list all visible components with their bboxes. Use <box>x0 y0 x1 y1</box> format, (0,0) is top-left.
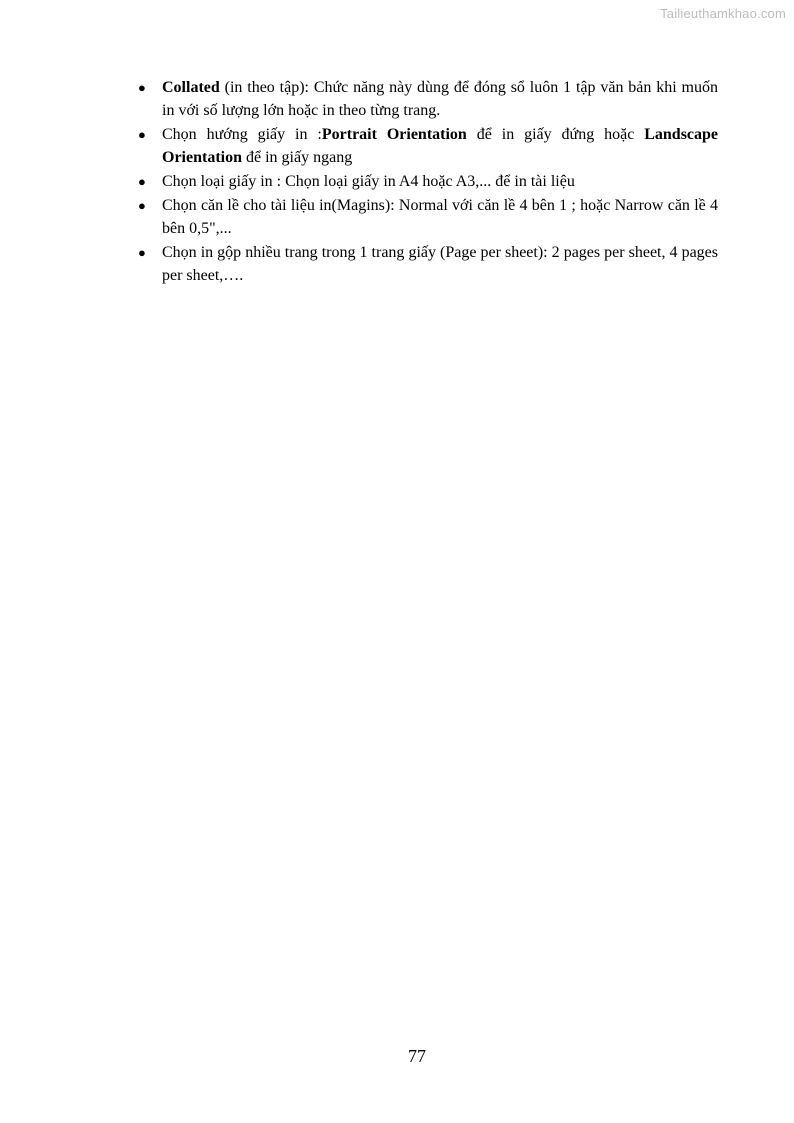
document-body <box>136 76 718 288</box>
bullet-icon: ● <box>138 127 146 142</box>
list-item <box>136 123 718 169</box>
collated-term: Collated <box>162 79 220 96</box>
watermark-text: Tailieuthamkhao.com <box>660 6 786 21</box>
landscape-orientation-term: Landscape Orientation <box>162 126 719 166</box>
list-item <box>136 194 718 240</box>
list-item <box>136 76 718 122</box>
list-item-text: để in giấy đứng hoặc <box>466 126 645 143</box>
list-item-text: Chọn hướng giấy in : <box>162 126 322 143</box>
portrait-orientation-term: Portrait Orientation <box>321 126 467 143</box>
bullet-icon: ● <box>138 80 146 95</box>
bullet-list <box>136 76 718 287</box>
bullet-icon: ● <box>138 198 146 213</box>
bullet-icon: ● <box>138 174 146 189</box>
bullet-icon: ● <box>138 245 146 260</box>
list-item-text: để in giấy ngang <box>242 149 353 166</box>
list-item-text: Chọn căn lề cho tài liệu in(Magins): Normal với căn lề 4 bên 1 ; hoặc Narrow căn lề 4 bên 0,5",... <box>162 197 718 237</box>
list-item <box>136 241 718 287</box>
list-item-text: Chọn in gộp nhiều trang trong 1 trang giấy (Page per sheet): 2 pages per sheet, 4 pages per sheet,…. <box>162 244 718 284</box>
list-item-text: Chọn loại giấy in : Chọn loại giấy in A4 hoặc A3,... để in tài liệu <box>162 173 575 190</box>
list-item <box>136 170 718 193</box>
list-item-text: (in theo tập): Chức năng này dùng để đóng sổ luôn 1 tập văn bản khi muốn in với số lượng lớn hoặc in theo từng trang. <box>162 79 718 119</box>
page-number: 77 <box>408 1046 426 1066</box>
